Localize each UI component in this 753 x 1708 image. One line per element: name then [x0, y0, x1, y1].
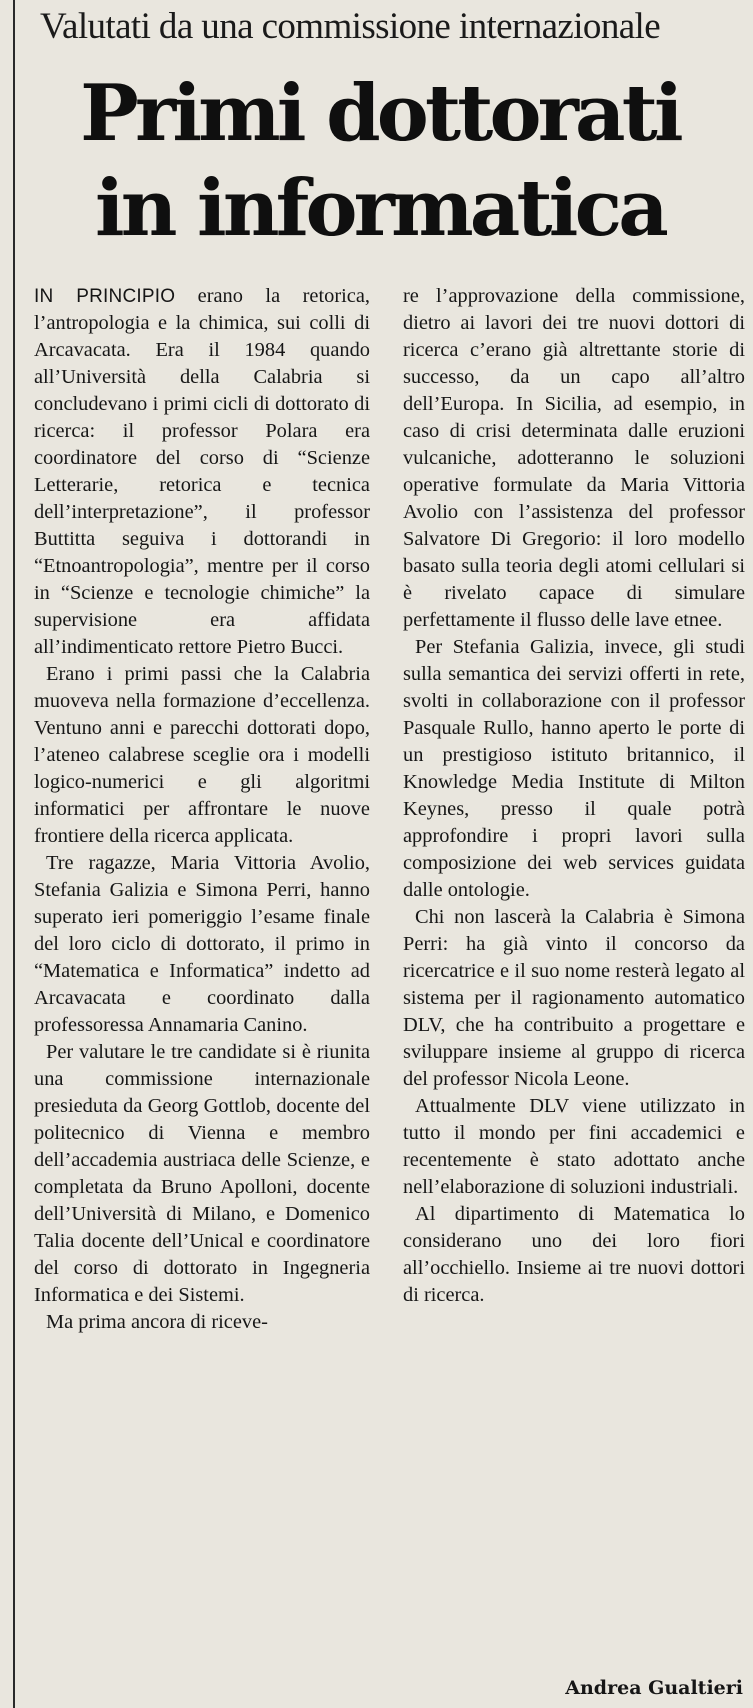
article-paragraph: IN PRINCIPIO erano la retorica, l’antropologia e la chimica, sui colli di Arcavacata. Era il 1984 quando all’Università della Calabria si concludevano i primi cicli di dottorato di ricerca: il professor Polara era coordinatore del corso di “Scienze Letterarie, retorica e tecnica dell’interpretazione”, il professor Buttitta seguiva i dottorandi in “Etnoantropologia”, mentre per il corso in “Scienze e tecnologie chimiche” la supervisione era affidata all’indimenticato rettore Pietro Bucci.	[34, 285, 370, 658]
article-paragraph: Al dipartimento di Matematica lo considerano uno dei loro fiori all’occhiello. Insieme ai tre nuovi dottori di ricerca.	[403, 1203, 745, 1306]
headline	[60, 66, 700, 256]
column-rule	[13, 0, 15, 1708]
article-column-left	[34, 283, 370, 1336]
article-paragraph: Erano i primi passi che la Calabria muoveva nella formazione d’eccellenza. Ventuno anni e parecchi dottorati dopo, l’ateneo calabrese sceglie ora i modelli logico-numerici e gli algoritmi informatici per affrontare le nuove frontiere della ricerca applicata.	[34, 663, 370, 847]
article-paragraph: Per Stefania Galizia, invece, gli studi sulla semantica dei servizi offerti in rete, svolti in collaborazione con il professor Pasquale Rullo, hanno aperto le porte di un prestigioso istituto britannico, il Knowledge Media Institute di Milton Keynes, presso il quale potrà approfondire i propri lavori sulla composizione dei web services guidata dalle ontologie.	[403, 636, 745, 901]
headline-line-2: in informatica	[94, 163, 666, 254]
kicker: Valutati da una commissione internazionale	[40, 6, 661, 47]
article-paragraph: Attualmente DLV viene utilizzato in tutto il mondo per fini accademici e recentemente è stato adottato anche nell’elaborazione di soluzioni industriali.	[403, 1095, 745, 1198]
article-paragraph: Chi non lascerà la Calabria è Simona Perri: ha già vinto il concorso da ricercatrice e il suo nome resterà legato al sistema per il ragionamento automatico DLV, che ha contribuito a progettare e sviluppare insieme al gruppo di ricerca del professor Nicola Leone.	[403, 906, 745, 1090]
headline-line-1: Primi dottorati	[80, 68, 680, 159]
byline: Andrea Gualtieri	[565, 1677, 743, 1699]
article-column-right	[403, 283, 745, 1309]
article-paragraph: re l’approvazione della commissione, dietro ai lavori dei tre nuovi dottori di ricerca c’erano già altrettante storie di successo, da un capo all’altro dell’Europa. In Sicilia, ad esempio, in caso di crisi determinata dalle eruzioni vulcaniche, adotteranno le soluzioni operative formulate da Maria Vittoria Avolio con l’assistenza del professor Salvatore Di Gregorio: il loro modello basato sulla teoria degli atomi cellulari si è rivelato capace di simulare perfettamente il flusso delle lave etnee.	[403, 285, 745, 631]
article-paragraph: Tre ragazze, Maria Vittoria Avolio, Stefania Galizia e Simona Perri, hanno superato ieri pomeriggio l’esame finale del loro ciclo di dottorato, il primo in “Matematica e Informatica” indetto ad Arcavacata e coordinato dalla professoressa Annamaria Canino.	[34, 852, 370, 1036]
article-paragraph: Ma prima ancora di riceve-	[46, 1311, 268, 1333]
lead-word: IN PRINCIPIO	[34, 286, 176, 307]
article-paragraph: Per valutare le tre candidate si è riunita una commissione internazionale presieduta da Georg Gottlob, docente del politecnico di Vienna e membro dell’accademia austriaca delle Scienze, e completata da Bruno Apolloni, docente dell’Università di Milano, e Domenico Talia docente dell’Unical e coordinatore del corso di dottorato in Ingegneria Informatica e dei Sistemi.	[34, 1041, 370, 1306]
